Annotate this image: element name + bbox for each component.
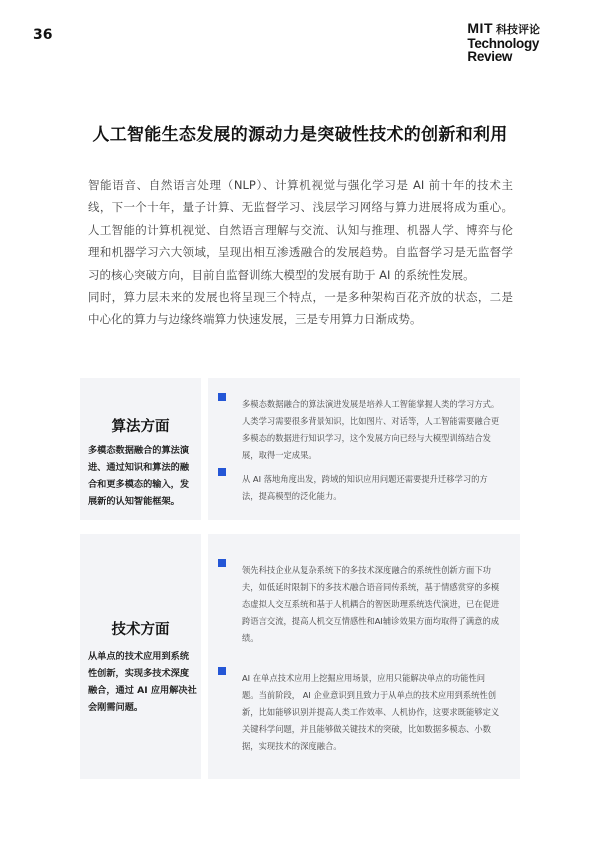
bullet-square-icon xyxy=(218,667,226,675)
list-item xyxy=(218,556,500,647)
list-item xyxy=(218,465,500,505)
body-paragraph: 同时，算力层未来的发展也将呈现三个特点，一是多种架构百花齐放的状态，二是中心化的算力与边缘终端算力快速发展，三是专用算力日渐成势。 xyxy=(88,290,513,327)
technology-section xyxy=(80,534,520,779)
technology-summary-panel xyxy=(80,534,201,779)
list-item xyxy=(218,664,500,755)
bullet-square-icon xyxy=(218,393,226,401)
bullet-text: 领先科技企业从复杂系统下的多技术深度融合的系统性创新方面下功夫，如低延时限制下的多技术融合语音同传系统，基于情感赏穿的多模态虚拟人交互系统和基于人机耦合的智医助理系统迭代演进，已在促进跨语言交流，提高人机交互情感性和AI辅诊效果方面均取得了满意的成绩。 xyxy=(242,565,500,643)
body-text xyxy=(88,174,513,331)
technology-section-title: 技术方面 xyxy=(111,622,170,638)
technology-detail-panel xyxy=(208,534,520,779)
body-paragraph: 智能语音、自然语言处理（NLP）、计算机视觉与强化学习是 AI 前十年的技术主线，下一个十年，量子计算、无监督学习、浅层学习网络与算力进展将成为重心。人工智能的计算机视觉、自然语言理解与交流、认知与推理、机器人学、博弈与伦理和机器学习六大领域，呈现出相互渗透融合的发展趋势。自监督学习是无监督学习的核心突破方向，目前自监督训练大模型的发展有助于 AI 的系统性发展。 xyxy=(88,178,513,282)
logo-mit: MIT xyxy=(467,20,493,36)
algorithm-section-summary: 多模态数据融合的算法演进、通过知识和算法的融合和更多模态的输入，发展新的认知智能框架。 xyxy=(88,445,190,507)
bullet-text: 从 AI 落地角度出发，跨域的知识应用问题还需要提升迁移学习的方法，提高模型的泛化能力。 xyxy=(242,474,488,501)
list-item xyxy=(218,390,500,464)
page-number: 36 xyxy=(33,27,53,43)
main-title: 人工智能生态发展的源动力是突破性技术的创新和利用 xyxy=(92,125,508,145)
bullet-square-icon xyxy=(218,559,226,567)
bullet-text: 多模态数据融合的算法演进发展是培养人工智能掌握人类的学习方式。人类学习需要很多背景知识，比如图片、对话等，人工智能需要融合更多模态的数据进行知识学习，这个发展方向已经与大模型训练结合发展，取得一定成果。 xyxy=(242,399,500,460)
algorithm-detail-panel xyxy=(208,378,520,520)
algorithm-section xyxy=(80,378,520,520)
bullet-text: AI 在单点技术应用上挖掘应用场景，应用只能解决单点的功能性问题。当前阶段， AI 企业意识到且致力于从单点的技术应用到系统性创新，比如能够识别并提高人类工作效率、人机协作，这要求既能够定义关键科学问题，并且能够做关键技术的突破，比如数据多模态、小数据，实现技术的深度融合。 xyxy=(242,673,500,751)
bullet-square-icon xyxy=(218,468,226,476)
algorithm-summary-panel xyxy=(80,378,201,520)
logo-cn: 科技评论 xyxy=(496,24,540,36)
logo-review: Review xyxy=(467,49,513,64)
mit-technology-review-logo xyxy=(467,22,540,63)
algorithm-section-title: 算法方面 xyxy=(111,419,170,435)
technology-section-summary: 从单点的技术应用到系统性创新，实现多技术深度融合，通过 AI 应用解决社会刚需问题。 xyxy=(88,651,197,713)
logo-technology: Technology xyxy=(467,36,540,51)
